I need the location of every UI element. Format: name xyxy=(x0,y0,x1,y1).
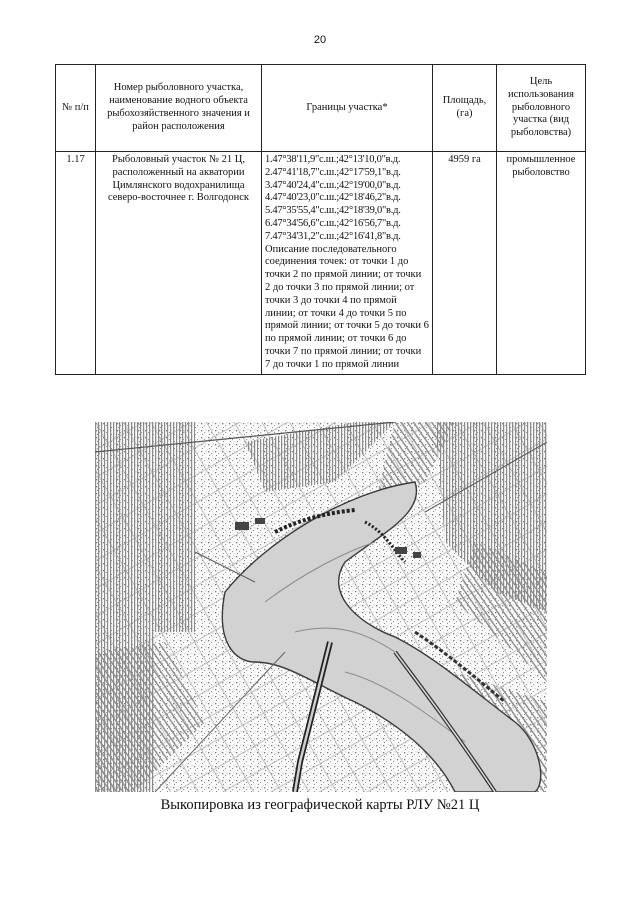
row-num: 1.17 xyxy=(56,152,96,375)
row-purpose: промышленное рыболовство xyxy=(497,152,586,375)
page-number: 20 xyxy=(313,34,327,46)
table-row xyxy=(56,152,586,375)
boundary-point-4: 4.47°40'23,0"с.ш.;42°18'46,2"в.д. xyxy=(265,192,401,204)
header-name: Номер рыболовного участка, наименование водного объекта рыбохозяйственного значения и район расположения xyxy=(96,65,262,152)
header-area: Площадь, (га) xyxy=(433,65,497,152)
map-image xyxy=(95,422,547,792)
boundary-point-5: 5.47°35'55,4"с.ш.;42°18'39,0"в.д. xyxy=(265,205,401,217)
header-num: № п/п xyxy=(56,65,96,152)
map-caption: Выкопировка из географической карты РЛУ №21 Ц xyxy=(160,797,480,813)
table-header-row xyxy=(56,65,586,152)
boundary-description: Описание последовательного соединения точек: от точки 1 до точки 2 по прямой линии; от точки 2 до точки 3 по прямой линии; от точки 3 до точки 4 по прямой линии; от точки 4 до точки 5 по прямой линии; от точки 5 до точки 6 по прямой линии; от точки 6 до точки 7 по прямой линии; от точки 7 до точки 1 по прямой линии xyxy=(265,243,429,370)
header-bounds: Границы участка* xyxy=(262,65,433,152)
row-name: Рыболовный участок № 21 Ц, расположенный на акватории Цимлянского водохранилища северо-восточнее г. Волгодонск xyxy=(96,152,262,375)
boundary-point-1: 1.47°38'11,9"с.ш.;42°13'10,0"в.д. xyxy=(265,154,401,165)
row-bounds xyxy=(262,152,433,375)
boundary-point-7: 7.47°34'31,2"с.ш.;42°16'41,8"в.д. xyxy=(265,230,401,242)
header-purpose: Цель использования рыболовного участка (вид рыболовства) xyxy=(497,65,586,152)
boundary-point-2: 2.47°41'18,7"с.ш.;42°17'59,1"в.д. xyxy=(265,166,401,178)
row-area: 4959 га xyxy=(433,152,497,375)
boundary-point-6: 6.47°34'56,6"с.ш.;42°16'56,7"в.д. xyxy=(265,217,401,229)
fishing-site-table xyxy=(55,64,586,375)
map-excerpt xyxy=(95,422,547,792)
boundary-point-3: 3.47°40'24,4"с.ш.;42°19'00,0"в.д. xyxy=(265,179,401,191)
